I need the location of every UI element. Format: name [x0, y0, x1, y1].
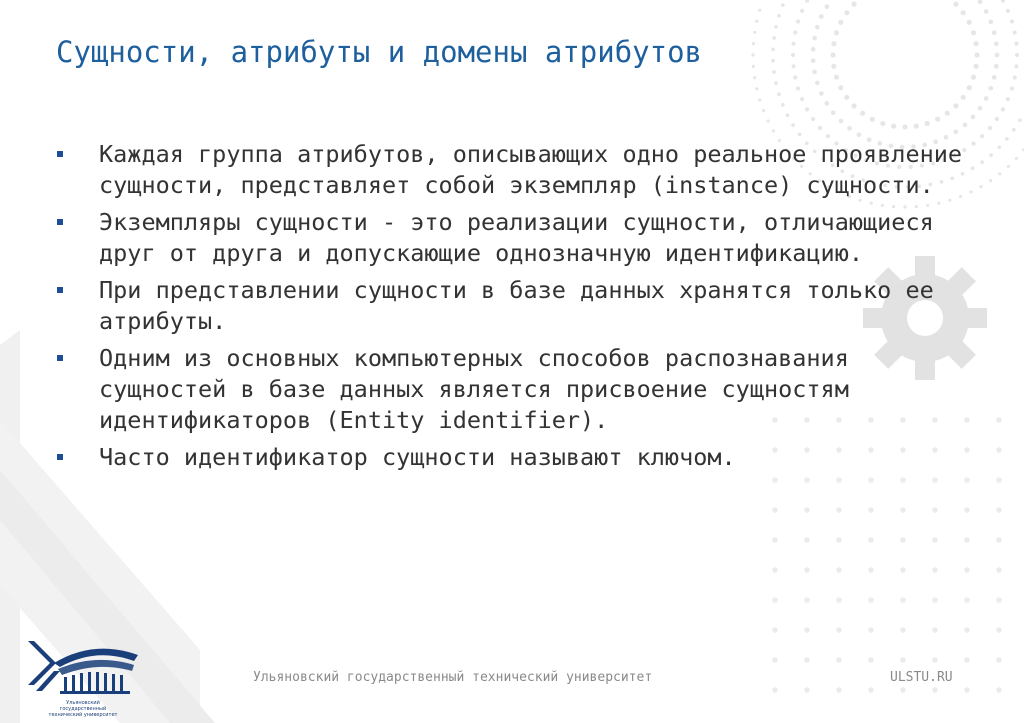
bullet-list [56, 139, 976, 479]
footer-url[interactable]: ULSTU.RU [890, 670, 953, 685]
footer-university: Ульяновский государственный технический университет [253, 670, 653, 685]
bullet-item [56, 207, 976, 269]
bullet-item [56, 139, 976, 201]
bullet-text: При представлении сущности в базе данных хранятся только ее атрибуты. [99, 276, 934, 335]
bullet-item [56, 442, 976, 473]
square-bullet-icon [57, 287, 63, 293]
bullet-text: Каждая группа атрибутов, описывающих одно реальное проявление сущности, представляет собой экземпляр (instance) сущности. [99, 140, 963, 199]
slide-title: Сущности, атрибуты и домены атрибутов [56, 35, 703, 69]
bullet-text: Экземпляры сущности - это реализации сущности, отличающиеся друг от друга и допускающие однозначную идентификацию. [99, 208, 934, 267]
square-bullet-icon [57, 355, 63, 361]
bullet-item [56, 275, 976, 337]
bullet-text: Часто идентификатор сущности называют ключом. [99, 443, 736, 471]
bullet-text: Одним из основных компьютерных способов распознавания сущностей в базе данных является присвоение сущностям идентификаторов (Entity identifier). [99, 344, 849, 434]
square-bullet-icon [57, 454, 63, 460]
square-bullet-icon [57, 219, 63, 225]
bullet-item [56, 343, 976, 436]
logo-caption: Ульяновский государственный технический университет [48, 700, 118, 718]
square-bullet-icon [57, 151, 63, 157]
